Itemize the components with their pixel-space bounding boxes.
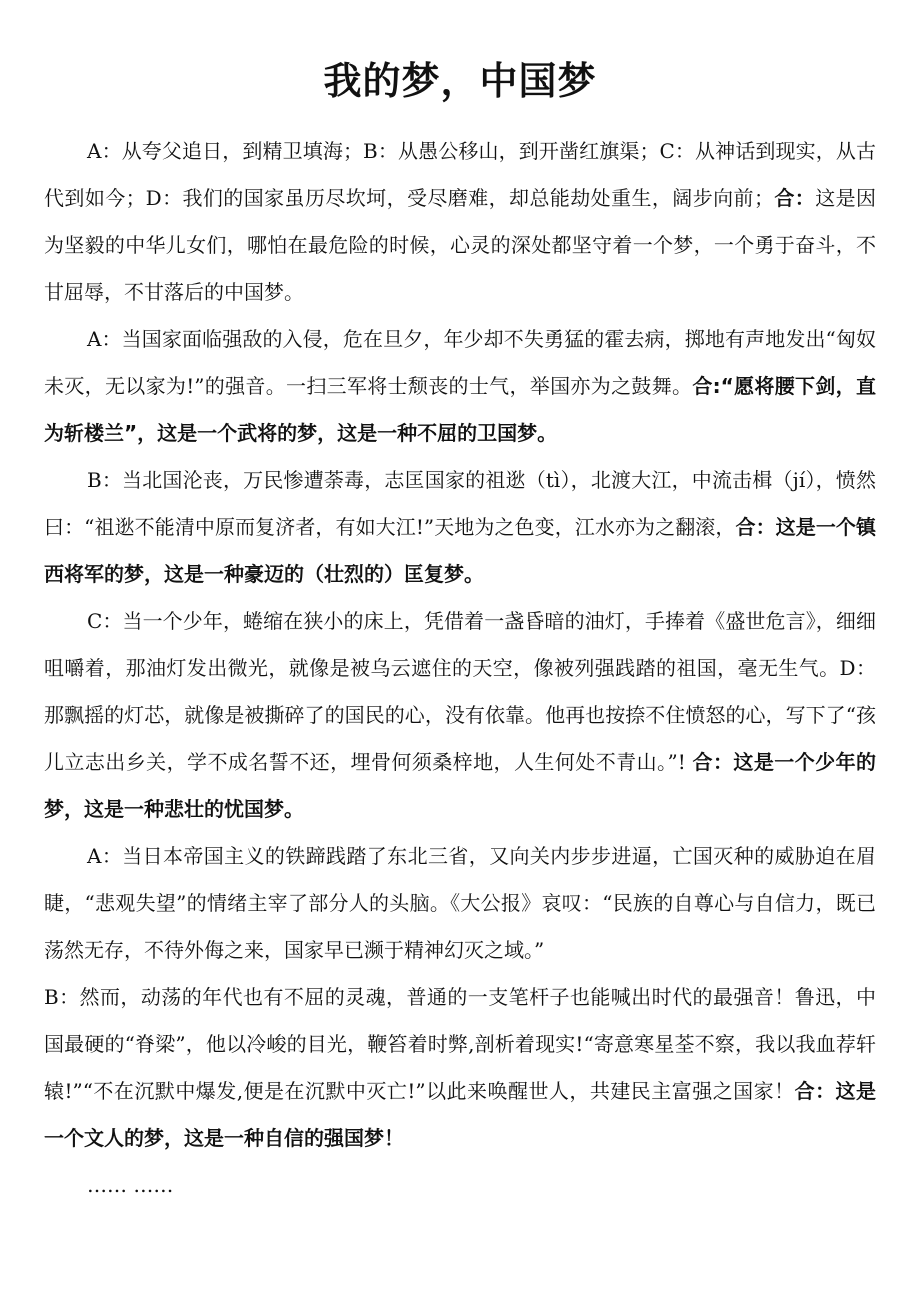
paragraph — [44, 316, 876, 457]
paragraph — [44, 833, 876, 974]
ellipsis-text: …… …… — [87, 1173, 174, 1197]
narration-text: B：当北国沦丧，万民惨遭荼毒，志匡国家的祖逖（tì），北渡大江，中流击楫（jí），愤然曰：“祖逖不能清中原而复济者，有如大江!”天地为之色变，江水亦为之翻滚， — [44, 468, 876, 539]
narration-text: A：从夸父追日，到精卫填海；B：从愚公移山，到开凿红旗渠；C：从神话到现实，从古代到如今；D：我们的国家虽历尽坎坷，受尽磨难，却总能劫处重生，阔步向前； — [44, 139, 876, 210]
paragraph — [44, 457, 876, 598]
document-body — [44, 128, 876, 1162]
chorus-text: 合:“愿将腰下剑，直为斩楼兰”，这是一个武将的梦，这是一种不屈的卫国梦。 — [44, 374, 876, 445]
paragraph — [44, 598, 876, 833]
chorus-text: 合：这是一个文人的梦，这是一种自信的强国梦！ — [44, 1079, 877, 1150]
narration-text: 这是因为坚毅的中华儿女们，哪怕在最危险的时候，心灵的深处都坚守着一个梦，一个勇于奋斗，不甘屈辱，不甘落后的中国梦。 — [44, 186, 877, 304]
chorus-text: 合：这是一个少年的梦，这是一种悲壮的忧国梦。 — [44, 750, 877, 821]
narration-text: A：当日本帝国主义的铁蹄践踏了东北三省，又向关内步步进逼，亡国灭种的威胁迫在眉睫，“悲观失望”的情绪主宰了部分人的头脑。《大公报》哀叹：“民族的自尊心与自信力，既已荡然无存，不待外侮之来，国家早已濒于精神幻灭之域。” — [44, 844, 876, 962]
page-title: 我的梦，中国梦 — [323, 59, 597, 103]
chorus-text: 合： — [773, 186, 816, 210]
narration-text: A：当国家面临强敌的入侵，危在旦夕，年少却不失勇猛的霍去病，掷地有声地发出“匈奴未灭，无以家为!”的强音。一扫三军将士颓丧的士气，举国亦为之鼓舞。 — [44, 327, 876, 398]
paragraph — [44, 974, 876, 1162]
paragraph — [44, 128, 876, 316]
narration-text: C：当一个少年，蜷缩在狭小的床上，凭借着一盏昏暗的油灯，手捧着《盛世危言》，细细咀嚼着，那油灯发出微光，就像是被乌云遮住的天空，像被列强践踏的祖国，毫无生气。D：那飘摇的灯芯，就像是被撕碎了的国民的心，没有依靠。他再也按捺不住愤怒的心，写下了“孩儿立志出乡关，学不成名誓不还，埋骨何须桑梓地，人生何处不青山。”! — [44, 609, 876, 774]
narration-text: B：然而，动荡的年代也有不屈的灵魂，普通的一支笔杆子也能喊出时代的最强音！鲁迅，中国最硬的“脊梁”，他以冷峻的目光，鞭笞着时弊,剖析着现实!“寄意寒星荃不察，我以我血荐轩辕!”“不在沉默中爆发,便是在沉默中灭亡!”以此来唤醒世人，共建民主富强之国家！ — [44, 985, 876, 1103]
chorus-text: 合：这是一个镇西将军的梦，这是一种豪迈的（壮烈的）匡复梦。 — [44, 515, 876, 586]
